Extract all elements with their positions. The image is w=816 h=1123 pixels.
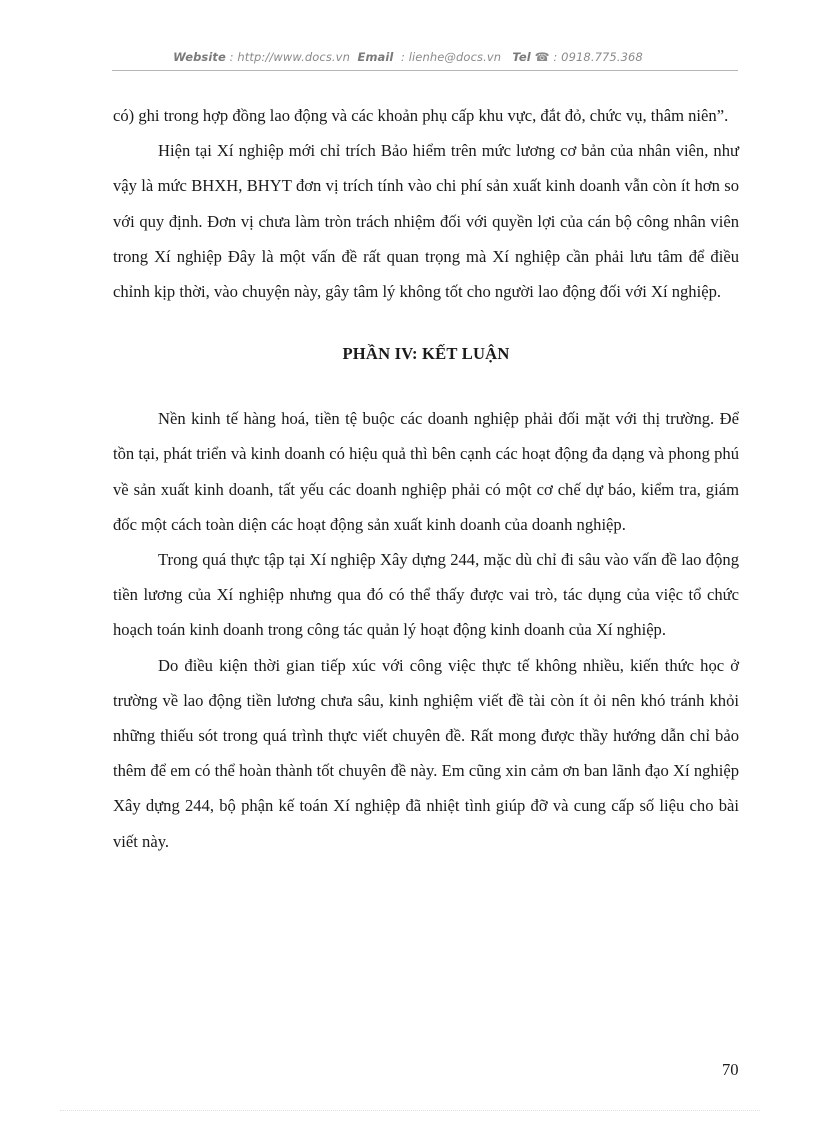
website-label: Website — [173, 50, 226, 64]
tel-label: Tel — [512, 50, 531, 64]
paragraph-5: Do điều kiện thời gian tiếp xúc với công việc thực tế không nhiều, kiến thức học ở trường về lao động tiền lương chưa sâu, kinh nghiệm viết đề tài còn ít ỏi nên khó tránh khỏi những thiếu sót trong quá trình thực viết chuyên đề. Rất mong được thầy hướng dẫn chỉ bảo thêm để em có thể hoàn thành tốt chuyên đề này. Em cũng xin cảm ơn ban lãnh đạo Xí nghiệp Xây dựng 244, bộ phận kế toán Xí nghiệp đã nhiệt tình giúp đỡ và cung cấp số liệu cho bài viết này. — [113, 655, 739, 851]
email-label: Email — [357, 50, 394, 64]
section-heading: PHẦN IV: KẾT LUẬN — [342, 344, 510, 364]
page-number: 70 — [722, 1060, 739, 1079]
paragraph-1: có) ghi trong hợp đồng lao động và các khoản phụ cấp khu vực, đắt đỏ, chức vụ, thâm niên”. — [113, 106, 729, 125]
document-body — [113, 98, 739, 859]
phone-icon: ☎ — [534, 50, 550, 64]
footer-divider — [60, 1110, 760, 1111]
tel-value: : 0918.775.368 — [553, 50, 643, 64]
page-header — [0, 50, 816, 64]
paragraph-4: Trong quá thực tập tại Xí nghiệp Xây dựng 244, mặc dù chỉ đi sâu vào vấn đề lao động tiền lương của Xí nghiệp nhưng qua đó có thể thấy được vai trò, tác dụng của việc tổ chức hoạch toán kinh doanh trong công tác quản lý hoạt động kinh doanh của Xí nghiệp. — [113, 550, 739, 640]
paragraph-2: Hiện tại Xí nghiệp mới chỉ trích Bảo hiểm trên mức lương cơ bản của nhân viên, như vậy là mức BHXH, BHYT đơn vị trích tính vào chi phí sản xuất kinh doanh vẫn còn ít hơn so với quy định. Đơn vị chưa làm tròn trách nhiệm đối với quyền lợi của cán bộ công nhân viên trong Xí nghiệp Đây là một vấn đề rất quan trọng mà Xí nghiệp cần phải lưu tâm để điều chỉnh kịp thời, vào chuyện này, gây tâm lý không tốt cho người lao động đối với Xí nghiệp. — [113, 141, 739, 302]
header-divider — [112, 70, 738, 71]
paragraph-3: Nền kinh tế hàng hoá, tiền tệ buộc các doanh nghiệp phải đối mặt với thị trường. Để tồn tại, phát triển và kinh doanh có hiệu quả thì bên cạnh các hoạt động đa dạng và phong phú về sản xuất kinh doanh, tất yếu các doanh nghiệp phải có một cơ chế dự báo, kiểm tra, giám đốc một cách toàn diện các hoạt động sản xuất kinh doanh của doanh nghiệp. — [113, 409, 739, 534]
website-value: : http://www.docs.vn — [229, 50, 350, 64]
email-value: : lienhe@docs.vn — [400, 50, 502, 64]
